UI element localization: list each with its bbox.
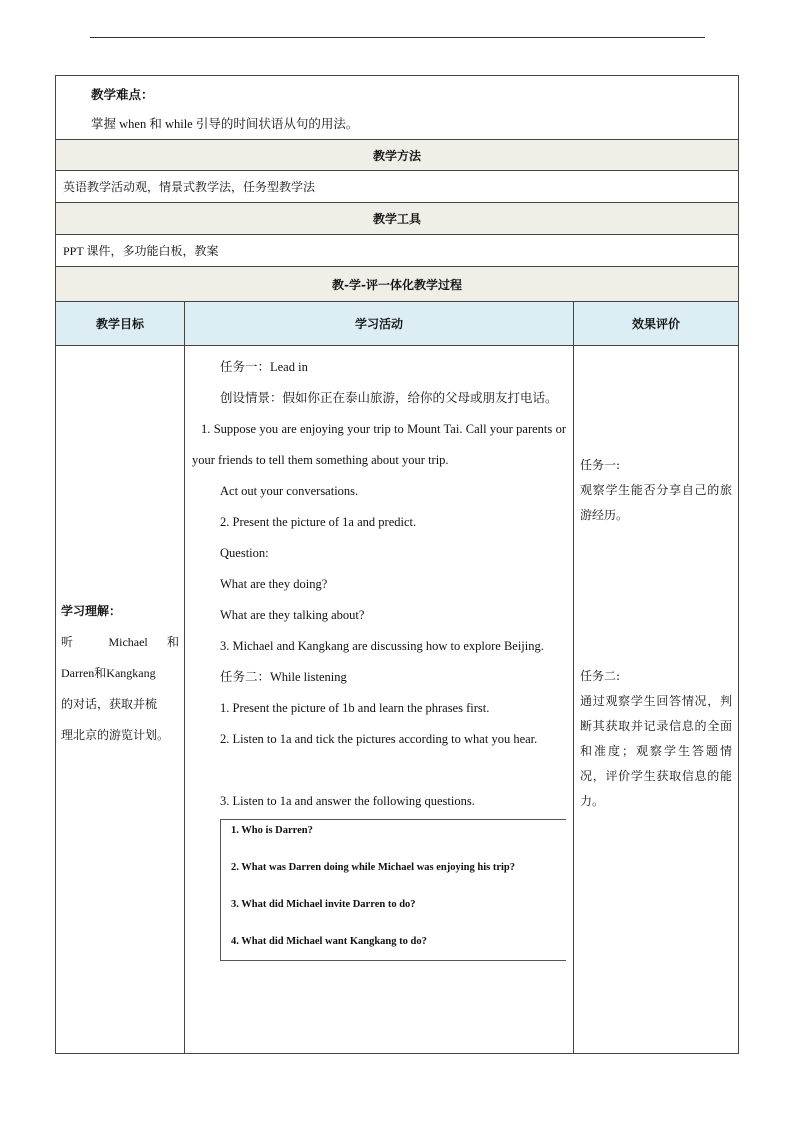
task1-scenario: 创设情景：假如你正在泰山旅游，给你的父母或朋友打电话。: [220, 391, 558, 405]
question-item: 1. Who is Darren?: [231, 825, 313, 836]
col-goal-header: 教学目标: [56, 302, 185, 346]
eval-task1-text: 观察学生能否分享自己的旅游经历。: [580, 483, 733, 522]
task2-item-2: 2. Listen to 1a and tick the pictures according to what you hear.: [220, 732, 538, 746]
tools-row: [56, 235, 739, 267]
eval-task1-label: 任务一:: [580, 458, 621, 472]
evaluation-cell: [574, 346, 739, 1054]
task1-item-2: 2. Present the picture of 1a and predict.: [220, 515, 417, 529]
goal-heading: 学习理解：: [61, 604, 122, 618]
question-item: 4. What did Michael want Kangkang to do?: [231, 936, 427, 947]
tools-heading-row: [56, 203, 739, 235]
task1-act-out: Act out your conversations.: [220, 484, 359, 498]
task1-title: 任务一：Lead in: [220, 360, 308, 374]
goal-line-4: 理北京的游览计划。: [61, 728, 170, 742]
goal-line-2: Darren和Kangkang: [61, 666, 156, 680]
lesson-plan-table: [55, 75, 739, 1054]
methods-heading-row: [56, 140, 739, 171]
col-eval-header: 效果评价: [574, 302, 739, 346]
goal-cell: [56, 346, 185, 1054]
task2-item-3: 3. Listen to 1a and answer the following questions.: [220, 794, 475, 808]
difficulty-heading: 教学难点：: [91, 87, 154, 102]
content-row: [56, 346, 739, 1054]
difficulty-text: 掌握 when 和 while 引导的时间状语从句的用法。: [91, 117, 359, 131]
question-item: 3. What did Michael invite Darren to do?: [231, 899, 416, 910]
methods-text: 英语教学活动观，情景式教学法，任务型教学法: [56, 171, 739, 203]
task2-item-1: 1. Present the picture of 1b and learn the phrases first.: [220, 701, 490, 715]
task1-question-label: Question:: [220, 546, 269, 560]
task1-question-talking: What are they talking about?: [220, 608, 365, 622]
goal-line-3: 的对话，获取并梳: [61, 697, 158, 711]
task1-question-doing: What are they doing?: [220, 577, 328, 591]
activity-cell: [185, 346, 574, 1054]
question-item: 2. What was Darren doing while Michael was enjoying his trip?: [231, 862, 516, 873]
methods-heading: 教学方法: [56, 140, 739, 171]
tools-text: PPT 课件，多功能白板，教案: [56, 235, 739, 267]
tools-heading: 教学工具: [56, 203, 739, 235]
header-rule: [90, 37, 705, 38]
question-box: [220, 819, 566, 961]
task1-item-1: 1. Suppose you are enjoying your trip to Mount Tai. Call your parents or your friends to tell them something about your trip.: [192, 422, 566, 467]
eval-task2-label: 任务二:: [580, 669, 621, 683]
process-heading-row: [56, 267, 739, 302]
column-header-row: [56, 302, 739, 346]
process-heading: 教-学-评一体化教学过程: [56, 267, 739, 302]
goal-line-1: 听 Michael 和: [61, 635, 179, 649]
difficulty-row: [56, 76, 739, 140]
task1-item-3: 3. Michael and Kangkang are discussing how to explore Beijing.: [220, 639, 544, 653]
eval-task2-text: 通过观察学生回答情况，判断其获取并记录信息的全面和准度；观察学生答题情况，评价学生获取信息的能力。: [580, 694, 733, 808]
task2-title: 任务二：While listening: [220, 670, 347, 684]
difficulty-cell: [56, 76, 739, 140]
col-activity-header: 学习活动: [185, 302, 574, 346]
methods-row: [56, 171, 739, 203]
